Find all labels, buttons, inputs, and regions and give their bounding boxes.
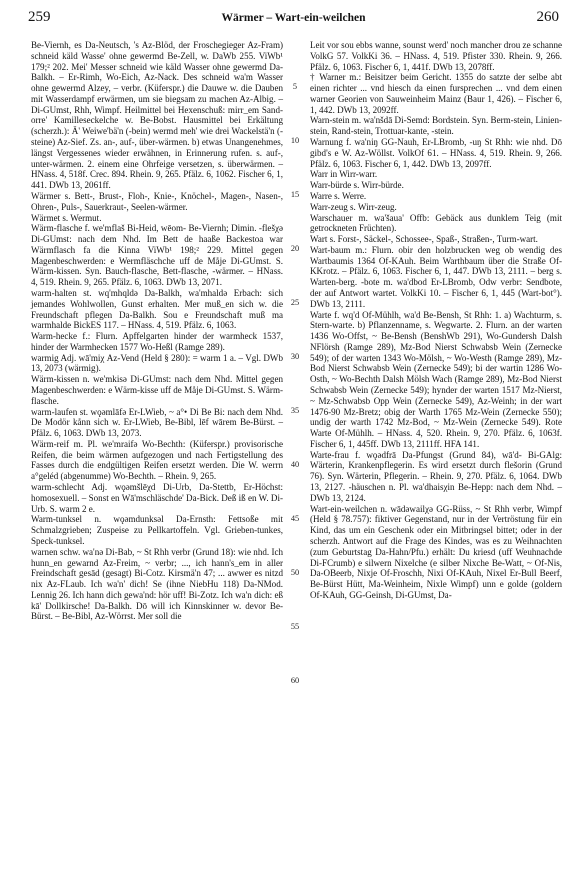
entry-waermer-name: † Warner m.: Beisitzer beim Gericht. 1355 do satzte der selbe abt einen richter ... vnd hiesch da einen fursprechen ... vnd dem einen warner Georien von Sauweinheim Mainz (Baur 1, 426). – Fischer 6, 1, 442. DWb 13, 2092ff. [310, 72, 562, 115]
line-number: 10 [290, 136, 300, 145]
entry-warnung: Warnung f. wa'niŋ GG-Nauh, Er-LBromb, -uŋ St Rhh: wie nhd. Dō gibd's e W. Az-Wöllst. VolkOf 61. – HNass. 4, 519. Rhein. 9, 266. Pfälz. 6, 1063. Fischer 6, 1, 442. DWb 13, 2097ff. [310, 137, 562, 169]
entry-warm-flasche: Wärm-flasche f. we'mflaš Bi-Heid, wēom- Be-Viernh; Dimin. -flešχə Di-GUmst: nach dem Nhd. Im Bett de haaße Backestoa war Wärmflasch fa die Kinna ViWb¹ 198;² 229. Mittel gegen Magenbeschwerden: e Wermfläschche uff de Måje Di-GUmst. S. Wärm-kissen. Syn. Bauch-flasche, Bett-flasche, -wärmer. – HNass. 4, 519. Rhein. 9, 265. Pfälz. 6, 1063. DWb 13, 2071. [31, 223, 283, 288]
entry-warre: Warre s. Werre. [310, 190, 367, 201]
column-left [31, 40, 283, 622]
running-head: Wärmer – Wart-ein-weilchen [221, 12, 366, 24]
entry-warm-laufen: warm-laufen st. wǫəmlāfə Er-LWieb, ~ a°• Di Be Bi: nach dem Nhd. De Modör kånn sich w. Er-LWieb, Be-Bibl, lēf wārem Be-Bürst. – Pfälz. 6, 1063. DWb 13, 2073. [31, 406, 283, 439]
entry-warm-halten: warm-halten st. wq'mhqldə Da-Balkh, wa'mhaldə Erbach: sich jemandes Wohlwollen, Gunst erhalten. Mer muß_en sich w. die Freundschaft pflegen Da-Balkh. Sou e Freundschaft muß ma warmhalde BickES 117. – HNass. 4, 519. Pfälz. 6, 1063. [31, 287, 283, 331]
entry-warschauer: Warschauer m. wa'šaua' Offb: Gebäck aus dunklem Teig (mit getrockneten Früchten). [310, 212, 562, 234]
line-number: 50 [290, 568, 300, 577]
entry-warm-hecke: Warm-hecke f.: Flurn. Apffelgarten hinder der warmheck 1537, hinder der Warmhecken 1577 Wo-Heßl (Ramge 289). [31, 331, 283, 352]
entry-continuation: Leit vor sou ebbs wanne, sounst werd' noch mancher drou ze schanne VolkG 57. VolkKi 36. – HNass. 4, 519. Pfister 330. Rhein. 9, 266. Pfälz. 6, 1063. Fischer 6, 1, 441f. DWb 13, 2078ff. [310, 40, 562, 72]
entry-waermer: Wärmer s. Bett-, Brust-, Floh-, Knie-, Knöchel-, Magen-, Nasen-, Ohren-, Puls-, Sauerkraut-, Seelen-wärmer. [31, 190, 283, 212]
line-number: 60 [290, 676, 300, 685]
entry-warmig: warmig Adj. wā'miχ Az-Vend (Held § 280): = warm 1 a. – Vgl. DWb 13, 2073 (wärmig). [31, 352, 283, 374]
entry-warm-tunksel: Warm-tunksel n. wǫəmdunksəl Da-Ernsth: Fettsoße mit Schmalzgrieben; Zuspeise zu Pellkartoffeln. Vgl. Grieben-tunkes, Speck-tunksel. [31, 514, 283, 546]
entry-wart: Wart s. Forst-, Säckel-, Schossee-, Spaß-, Straßen-, Turm-wart. [310, 234, 538, 245]
entry-wart-baum: Wart-baum m.: Flurn. obir den holzbrucken weg ob wendig des Wartbaumis 1364 Of-KAuh. Beim Warthbaum über die Straße Of-KKrotz. – Pfälz. 6, 1063. Fischer 6, 1, 447. DWb 13, 2111. – berg s. Warten-berg. -bote m. wa'dbod Er-LBromb, Odw verbr: Sendbote, der auf Antwort wartet. VolkKi 10. – Fischer 6, 1, 445 (Wart-bot°). DWb 13, 2111. [310, 244, 562, 309]
entry-warr-buerde: Warr-bürde s. Wirr-bürde. [310, 180, 404, 191]
entry-waermet: Wärmet s. Wermut. [31, 212, 102, 223]
line-numbers [286, 40, 304, 860]
line-number: 5 [292, 82, 298, 91]
page-number-left: 259 [28, 9, 51, 25]
page-header [28, 9, 559, 29]
line-number: 25 [290, 298, 300, 307]
entry-warr-zeug: Warr-zeug s. Wirr-zeug. [310, 201, 397, 212]
line-number: 20 [290, 244, 300, 253]
line-number: 40 [290, 460, 300, 469]
entry-warm-schlecht: warm-schlecht Adj. wǫəmšlēχd Di-Urb, Da-Stettb, Er-Höchst: homosexuell. – Sonst en Wā'mschläschde' Da-Bick. Deß iß en W. Di-Urb. S. warm 2 e. [31, 482, 283, 514]
line-number: 55 [290, 622, 300, 631]
entry-waerm-reif: Wärm-reif m. Pl. we'mraifə Wo-Bechth: (Küferspr.) provisorische Reifen, die beim wärmen aufgezogen und nach Fertigstellung des Fasses durch die endgültigen Reifen ersetzt werden. Die W. werrn a°geléd (abgenumme) Wo-Bechth. – Rhein. 9, 265. [31, 438, 283, 482]
line-number: 45 [290, 514, 300, 523]
entry-warte-frau: Warte-frau f. wǫədfrā Da-Pfungst (Grund 84), wā'd- Bi-GAlg: Wärterin, Krankenpflegerin. Es wird ersetzt durch flešorin (Grund 76). Syn. Wärterin, Pflegerin. – Rhein. 9, 270. Pfälz. 6, 1064. DWb 13, 2127. -häuschen n. Pl. wa'dhaisχin Be-Hepp: nach dem Nhd. – DWb 13, 2124. [310, 449, 562, 503]
page-number-right: 260 [536, 9, 559, 25]
entry-warr: Warr in Wirr-warr. [310, 169, 378, 180]
entry-continuation: Be-Viernh, es Da-Neutsch, 's Az-Blöd, der Froschegieger Az-Fram) schneid käld Wasse' ohne gewermd Be-Zell, w. DaWb 255. ViWb¹ 179;² 202. Mei' Messer schneid wie käld Wasser ohne gewermd Da-Balkh. – Er-Rimh, Wo-Eich, Az-Nack. Des schneid wa'm Wasser ohne gewermd Alzey, – verbr. (Küferspr.) die Dauwe w. die Dauben mit Wasserdampf erwärmen, um sie biegsam zu machen Az-Albig. – Di-GUmst, Rhh, Wimpf. Heilmittel bei Hexenschuß: mirr_em Sand- orre' Kamilleseckelche w. Be-Bobst. Hausmittel bei Erkältung (scherzh.): Ä' Weiwe'bä'n (-bein) wermd meh' wie drei Wackelstä'n (-steine) Az-Sief. Zs. an-, auf-, über-wärmen. b) etwas Unangenehmes, längst Vergessenes wieder erwähnen, in Erinnerung rufen. s. auf-, unter-wärmen. 2. einem eine Ohrfeige versetzen, s. überwärmen. – HNass. 4, 518f. Crec. 894. Rhein. 9, 265. Pfälz. 6, 1062. Fischer 6, 1, 441. DWb 13, 2061ff. [31, 40, 283, 191]
entry-warm-stein: Warn-stein m. wa'nšdā Di-Semd: Bordstein. Syn. Berm-stein, Linien-stein, Rand-stein, Trottuar-kante, -stein. [310, 115, 562, 137]
column-right [310, 40, 562, 601]
entry-warnen: warnen schw. wa'nə Di-Bab, ~ St Rhh verbr (Grund 18): wie nhd. Ich hunn_en gewarnd Az-Freim, ~ verbr; ..., ich hann's_em in aller Freindschaft gesād (gesagt) Bi-Cotz. Kirsmä'n 47; ... awwer es nitzd nix Az-FLaub. Ich wa'n' dich! Se (ihne NiebHu 118) Da-NMod. Lennig 26. Ich hann dich gewa'nd: hör uff! Bi-Zotz. Ich wa'n dich: eß kā' Dollkirsche! Da-Balkh. Dō will ich Kinnskinner w. devor Be-Bürst. – Be-Bibl, Az-Wörrst. Mer soll die [31, 546, 283, 622]
entry-warm-kissen: Wärm-kissen n. we'mkisə Di-GUmst: nach dem Nhd. Mittel gegen Magenbeschwerden: e Wärm-kisse uff de Måje Di-GUmst. S. Wärm-flasche. [31, 374, 283, 406]
entry-wart-ein-weilchen: Wart-ein-weilchen n. wādəwailχə GG-Rüss, ~ St Rhh verbr, Wimpf (Held § 78.757): fiktiver Gegenstand, nur in der Vertröstung für ein Kind, das um ein Geschenk oder ein Mitbringsel bittet; oder in der scherzh. Antwort auf die Frage des Kindes, was es zu Weihnachten (zum Geburtstag Da-Hahn/Pfu.) erhält: Du kriesd (uff Weuhnachde Di-FCrumb) e silwern Nixelche (e silber Nixche Be-Watt, ~ Of-Nis, Da-OBeerb, Nixje Of-Froschh, Nixi Of-KAuh, Nixel Er-Bull Beerf, Be-Bürst Hütt, Ma-Weinheim, Nixle Wimpf) unn e golde (goldern Of-KAuh, GG-Geinsh, Di-GUmst, Da- [310, 503, 562, 600]
line-number: 30 [290, 352, 300, 361]
line-number: 15 [290, 190, 300, 199]
line-number: 35 [290, 406, 300, 415]
entry-warte: Warte f. wq'd Of-Mühlh, wa'd Be-Bensh, St Rhh: 1. a) Wachturm, s. Stern-warte. b) Pflanzenname, s. Wegwarte. 2. Flurn. an der warten 1436 Wo-Offst, ~ Be-Bensh (BenshWb 291), Wo-Gundersh Dalsh NFlörsh (Ramge 289), Mz-Bod Nierst Schwabsb Wein (Zernecke 549); of der warten 1343 Wo-Mölsh, ~ Wo-Westh (Ramge 289), Mz-Bod Nierst Schwabsb Wein (Zernecke 549); bi der wartin 1286 Wo-Osth, ~ Wo-Bechth Dalsh Mölsh Wach (Ramge 289), Mz-Bod Nierst Schwabsb Wein (Zernecke 549); hynder der warten 1517 Mz-Nierst, ~ Mz-Schwabsb Opp Wein (Zernecke 549), Az-Weinh; in der wart 1476-90 Mz-Bretz; obig der Warth 1765 Mz-Wein (Zernecke 550); undig der warth 1742 Mz-Bod, ~ Mz-Wein (Zernecke 549). Rote Warte Of-Mühlh. – HNass. 4, 520. Rhein. 9, 270. Pfälz. 6, 1063f. Fischer 6, 1, 445ff. DWb 13, 2111ff. HFA 141. [310, 309, 562, 449]
